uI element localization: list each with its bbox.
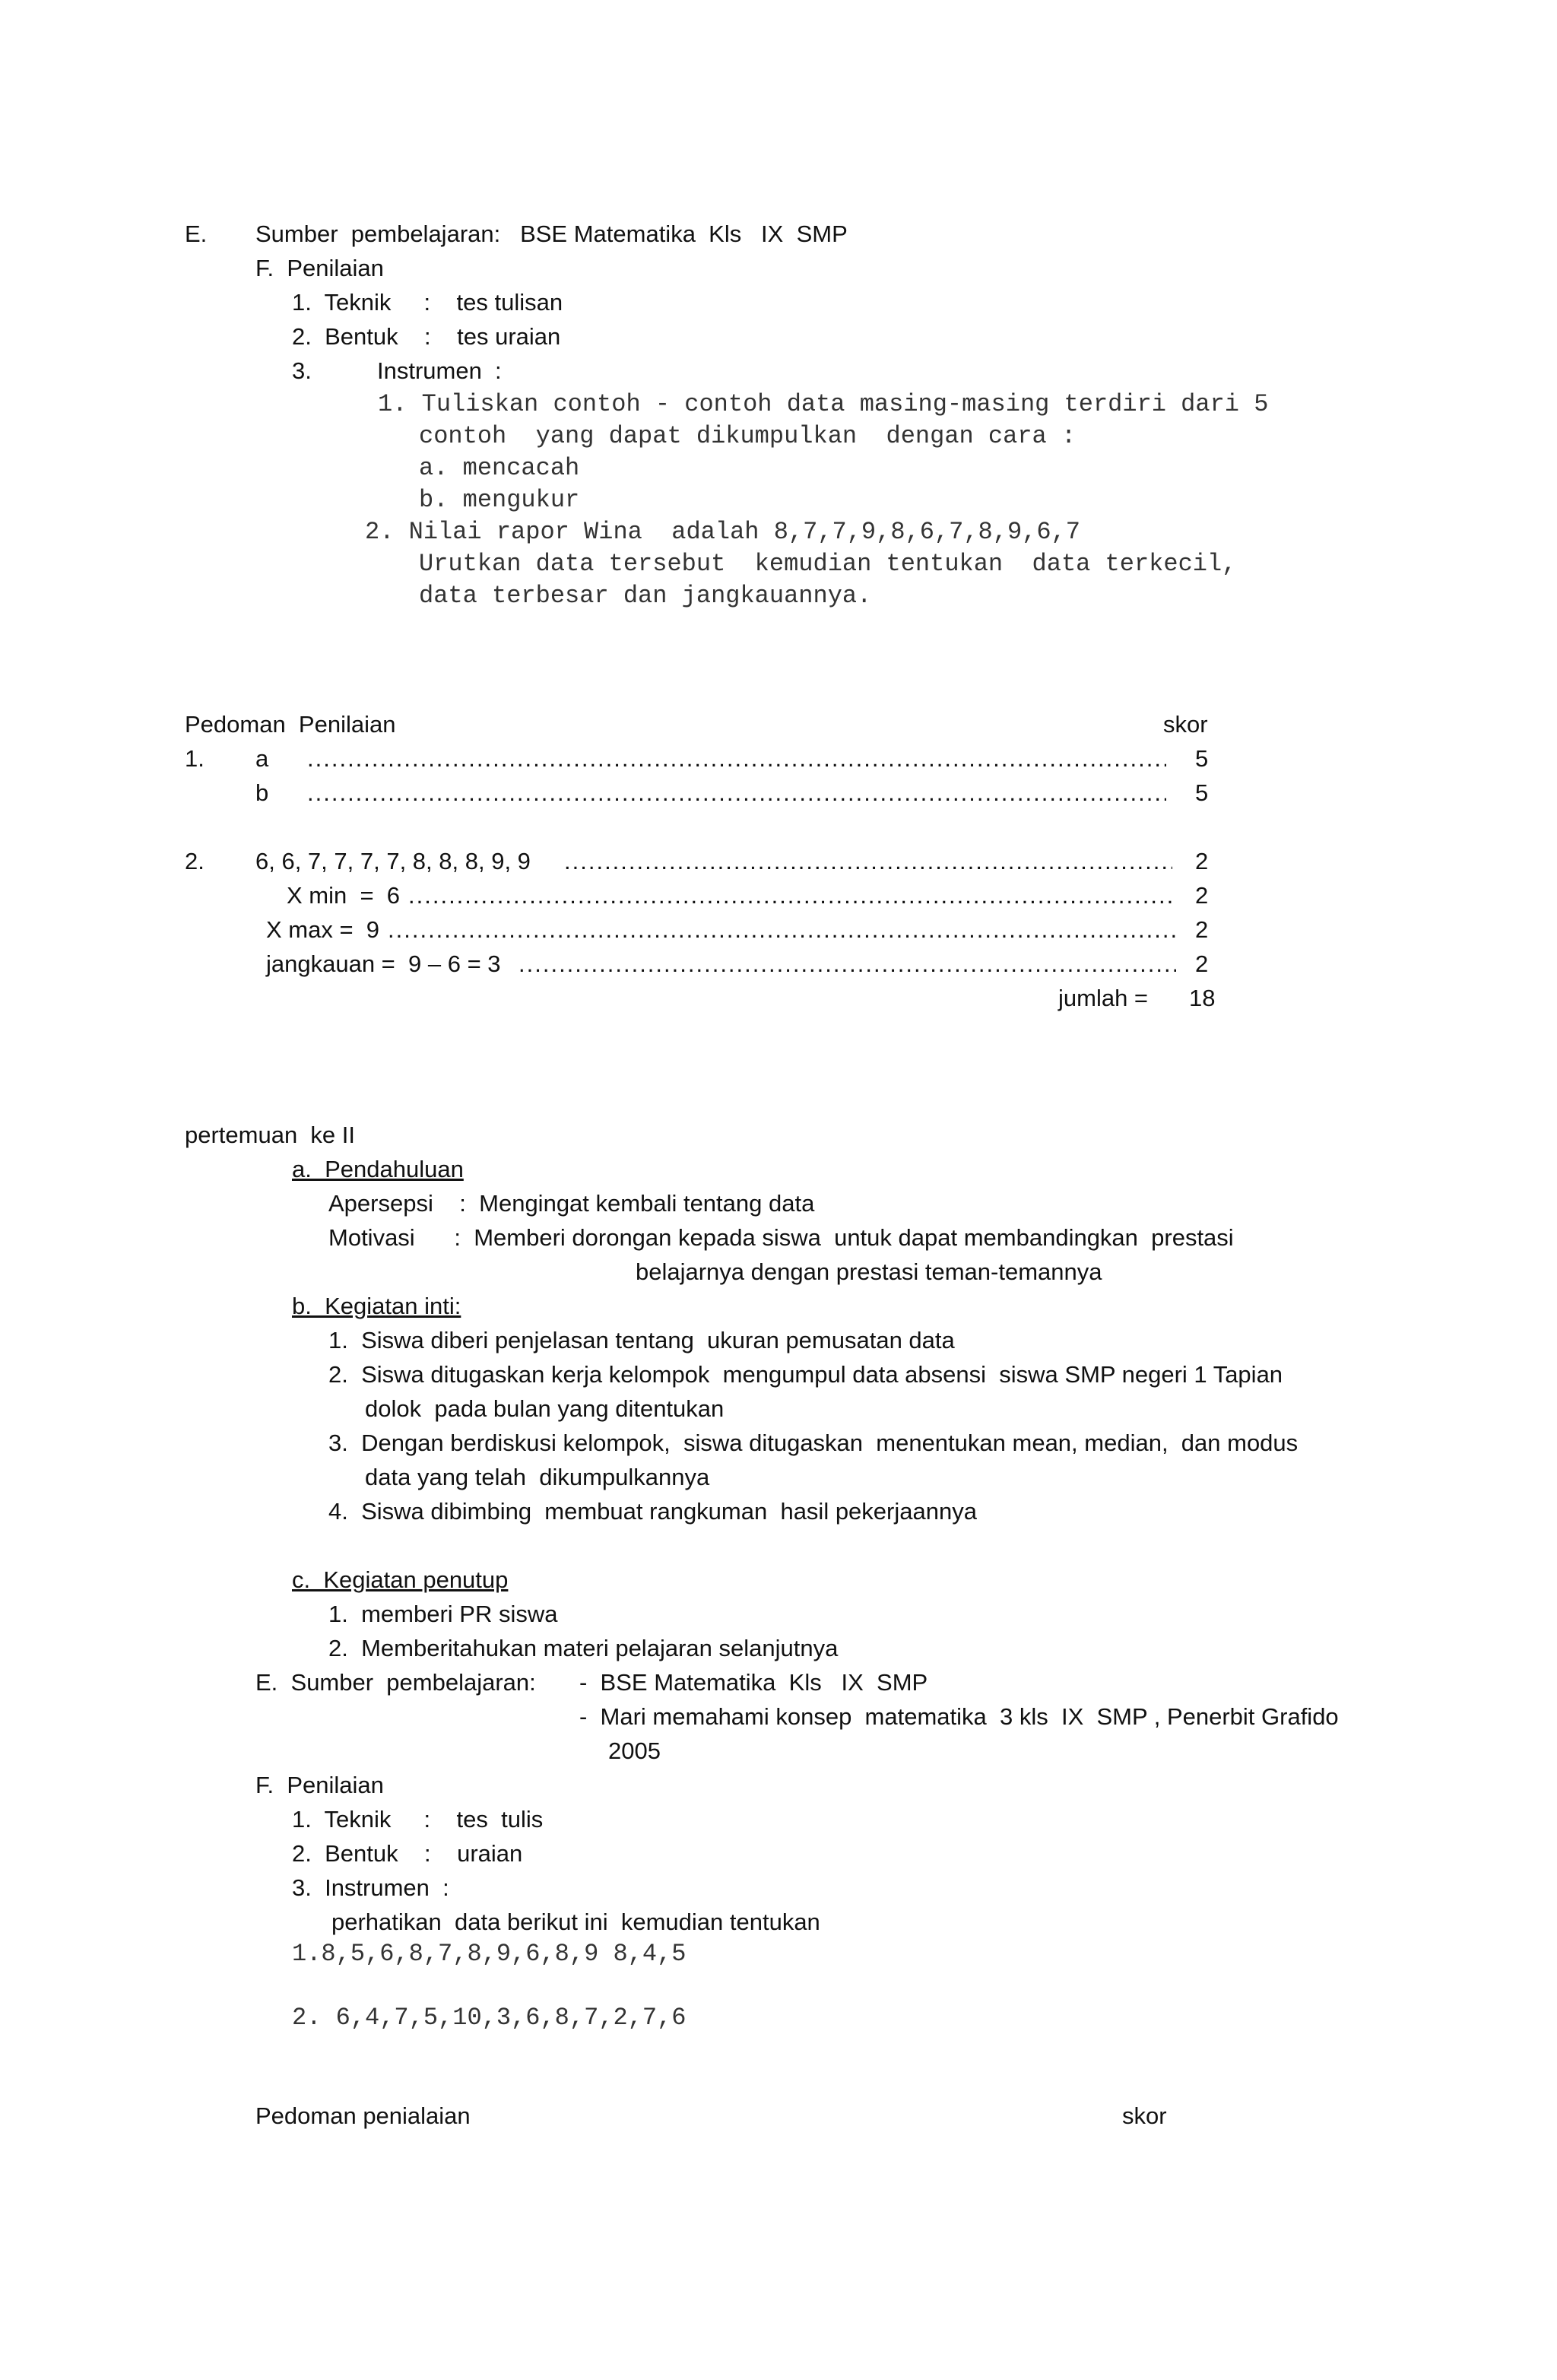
pedoman-row-label: jangkauan = 9 – 6 = 3	[266, 950, 501, 977]
kegiatan-inti-item: 4. Siswa dibimbing membuat rangkuman hasil pekerjaannya	[328, 1498, 977, 1525]
kegiatan-penutup-item: 1. memberi PR siswa	[328, 1601, 558, 1627]
pedoman-row-number: 2.	[185, 848, 205, 874]
kegiatan-inti-item: 2. Siswa ditugaskan kerja kelompok mengumpul data absensi siswa SMP negeri 1 Tapian	[328, 1361, 1283, 1388]
pedoman-row-score: 2	[1195, 848, 1209, 874]
pedoman-row-number: 1.	[185, 745, 205, 772]
instrumen-question-1-cont: contoh yang dapat dikumpulkan dengan cara :	[419, 422, 1077, 450]
pedoman-row-label: X max = 9	[266, 916, 380, 943]
pedoman-row-score: 2	[1195, 916, 1209, 943]
pertemuan-title: pertemuan ke II	[185, 1122, 356, 1148]
leader-dots	[388, 918, 1176, 941]
instrumen-question-1: 1. Tuliskan contoh - contoh data masing-masing terdiri dari 5	[378, 390, 1269, 418]
skor-header: skor	[1122, 2102, 1167, 2129]
leader-dots	[307, 781, 1166, 804]
motivasi-text: Motivasi : Memberi dorongan kepada siswa untuk dapat membandingkan prestasi	[328, 1224, 1234, 1251]
kegiatan-inti-item: 3. Dengan berdiskusi kelompok, siswa ditugaskan menentukan mean, median, dan modus	[328, 1430, 1299, 1456]
section-e-number: E.	[185, 221, 208, 247]
pedoman-row-score: 5	[1195, 779, 1209, 806]
pedoman-title: Pedoman Penilaian	[185, 711, 396, 738]
instrumen-option-b: b. mengukur	[419, 486, 580, 514]
leader-dots	[518, 952, 1176, 976]
section-e-source: Sumber pembelajaran: BSE Matematika Kls IX SMP	[255, 221, 848, 247]
kegiatan-penutup-item: 2. Memberitahukan materi pelajaran selanjutnya	[328, 1635, 839, 1661]
penilaian-bentuk: 2. Bentuk : tes uraian	[292, 323, 561, 350]
instrumen-data-2: 2. 6,4,7,5,10,3,6,8,7,2,7,6	[292, 2004, 687, 2032]
sumber-item-cont: 2005	[608, 1737, 661, 1764]
sumber-item: - Mari memahami konsep matematika 3 kls IX SMP , Penerbit Grafido	[579, 1703, 1339, 1730]
leader-dots	[408, 884, 1172, 907]
kegiatan-penutup-heading: c. Kegiatan penutup	[292, 1566, 509, 1593]
total-value: 18	[1189, 985, 1216, 1011]
instrumen-instruction: perhatikan data berikut ini kemudian tentukan	[331, 1909, 820, 1935]
pedoman-row-label: a	[255, 745, 269, 772]
penilaian-teknik: 1. Teknik : tes tulisan	[292, 289, 563, 316]
sumber-item: - BSE Matematika Kls IX SMP	[579, 1669, 928, 1696]
pedoman-row-score: 2	[1195, 882, 1209, 909]
kegiatan-inti-item-cont: dolok pada bulan yang ditentukan	[365, 1395, 725, 1422]
leader-dots	[307, 747, 1166, 770]
section-f-title: F. Penilaian	[255, 1772, 384, 1798]
pedoman-row-score: 5	[1195, 745, 1209, 772]
kegiatan-inti-item: 1. Siswa diberi penjelasan tentang ukuran pemusatan data	[328, 1327, 955, 1353]
section-f-title: F. Penilaian	[255, 255, 384, 281]
instrumen-option-a: a. mencacah	[419, 454, 580, 482]
penilaian-bentuk: 2. Bentuk : uraian	[292, 1840, 523, 1867]
pendahuluan-heading: a. Pendahuluan	[292, 1156, 464, 1182]
penilaian-teknik: 1. Teknik : tes tulis	[292, 1806, 544, 1833]
instrumen-data-1: 1.8,5,6,8,7,8,9,6,8,9 8,4,5	[292, 1940, 687, 1968]
kegiatan-inti-heading: b. Kegiatan inti:	[292, 1293, 461, 1319]
pedoman-row-score: 2	[1195, 950, 1209, 977]
pedoman-title: Pedoman penialaian	[255, 2102, 471, 2129]
penilaian-instrumen: 3. Instrumen :	[292, 357, 502, 384]
pedoman-row-label: b	[255, 779, 269, 806]
instrumen-question-2: 2. Nilai rapor Wina adalah 8,7,7,9,8,6,7,8,9,6,7	[365, 518, 1080, 546]
instrumen-question-2-cont: Urutkan data tersebut kemudian tentukan data terkecil,	[419, 550, 1237, 578]
sumber-pembelajaran-label: E. Sumber pembelajaran:	[255, 1669, 536, 1696]
skor-header: skor	[1163, 711, 1208, 738]
leader-dots	[564, 849, 1172, 873]
pedoman-row-label: 6, 6, 7, 7, 7, 7, 8, 8, 8, 9, 9	[255, 848, 531, 874]
pedoman-row-label: X min = 6	[287, 882, 401, 909]
penilaian-instrumen: 3. Instrumen :	[292, 1874, 449, 1901]
motivasi-text-cont: belajarnya dengan prestasi teman-temannya	[636, 1258, 1102, 1285]
apersepsi-text: Apersepsi : Mengingat kembali tentang data	[328, 1190, 815, 1217]
kegiatan-inti-item-cont: data yang telah dikumpulkannya	[365, 1464, 710, 1490]
instrumen-question-2-cont2: data terbesar dan jangkauannya.	[419, 582, 872, 610]
total-label: jumlah =	[1058, 985, 1149, 1011]
